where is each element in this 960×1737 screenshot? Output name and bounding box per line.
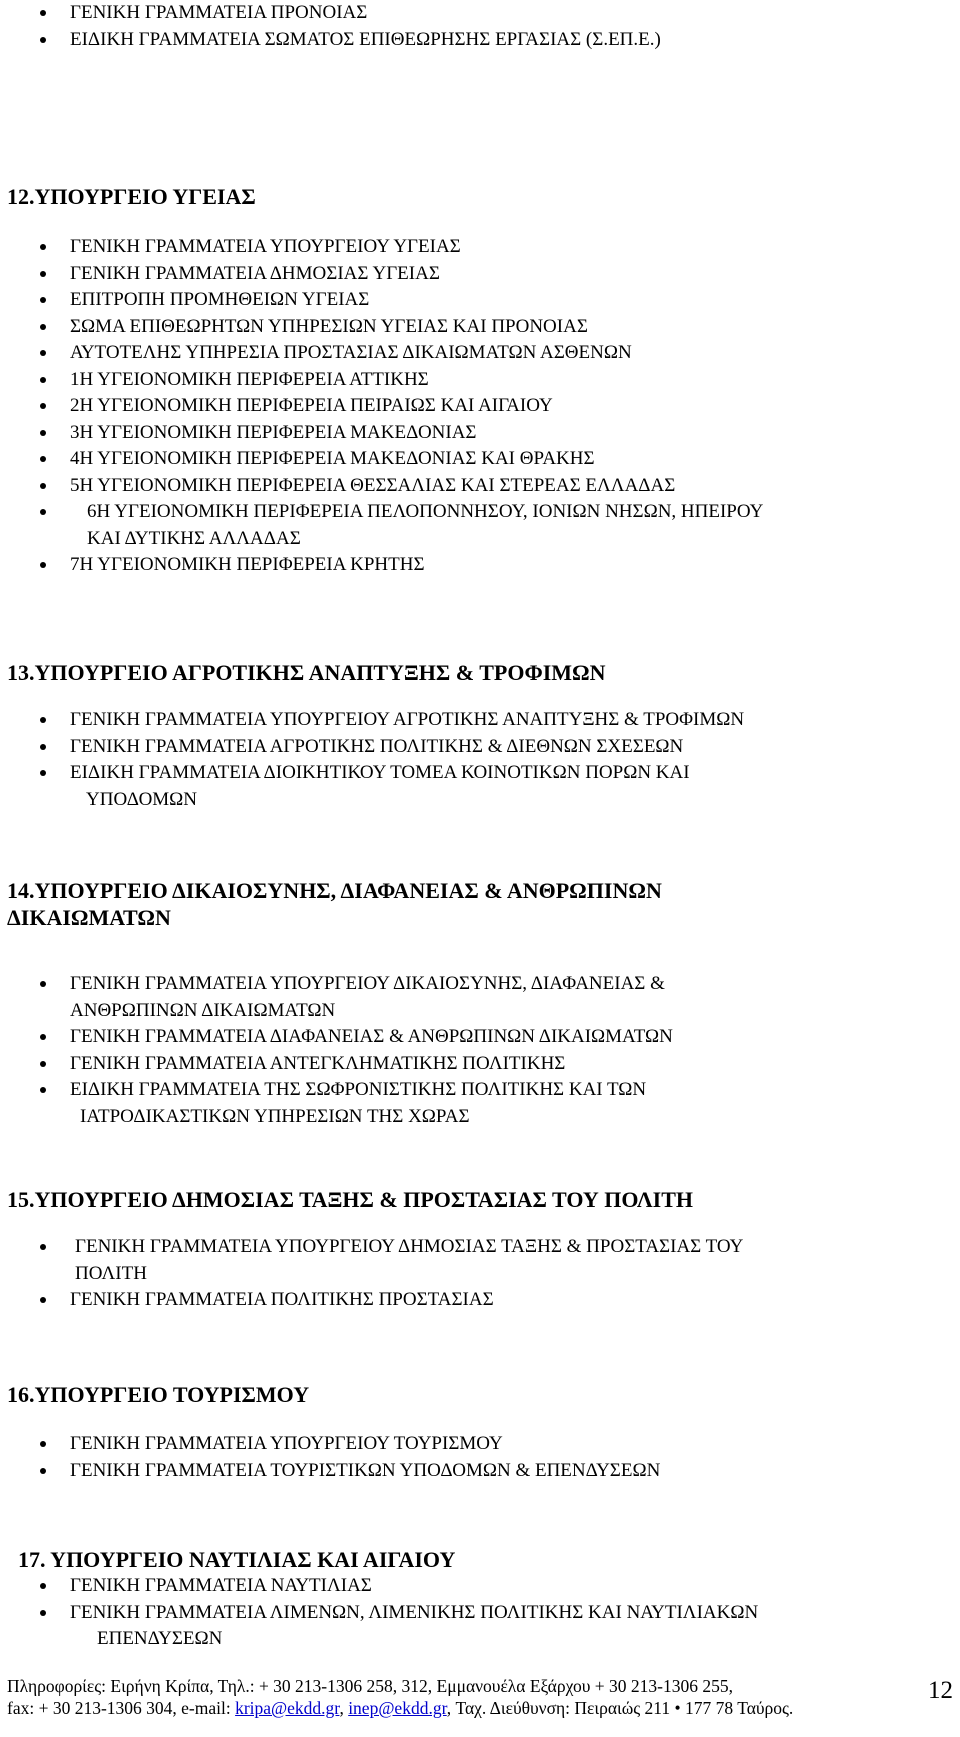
list-item: ΣΩΜΑ ΕΠΙΘΕΩΡΗΤΩΝ ΥΠΗΡΕΣΙΩΝ ΥΓΕΙΑΣ ΚΑΙ ΠΡΟΝΟΙΑΣ — [0, 314, 960, 341]
footer-address: , Ταχ. Διεύθυνση: Πειραιώς 211 • 177 78 Ταύρος. — [446, 1698, 794, 1718]
footer-contact-info: Πληροφορίες: Ειρήνη Κρίπα, Τηλ.: + 30 213-1306 258, 312, Εμμανουέλα Εξάρχου + 30 213-1306 255, — [7, 1676, 733, 1696]
section-ministry-health — [0, 183, 960, 579]
section-ministry-justice — [0, 877, 960, 1130]
section-heading: 17. ΥΠΟΥΡΓΕΙΟ ΝΑΥΤΙΛΙΑΣ ΚΑΙ ΑΙΓΑΙΟΥ — [18, 1547, 456, 1572]
section-heading: 16.ΥΠΟΥΡΓΕΙΟ ΤΟΥΡΙΣΜΟΥ — [7, 1382, 310, 1407]
section-heading: 12.ΥΠΟΥΡΓΕΙΟ ΥΓΕΙΑΣ — [7, 184, 256, 209]
list-item — [0, 971, 960, 1024]
section-bullet-list — [0, 707, 960, 813]
footer-contact-details — [7, 1697, 793, 1719]
page-footer — [7, 1675, 953, 1719]
list-item: ΑΥΤΟΤΕΛΗΣ ΥΠΗΡΕΣΙΑ ΠΡΟΣΤΑΣΙΑΣ ΔΙΚΑΙΩΜΑΤΩΝ ΑΣΘΕΝΩΝ — [0, 340, 960, 367]
list-item-line: ΓΕΝΙΚΗ ΓΡΑΜΜΑΤΕΙΑ ΛΙΜΕΝΩΝ, ΛΙΜΕΝΙΚΗΣ ΠΟΛΙΤΙΚΗΣ ΚΑΙ ΝΑΥΤΙΛΙΑΚΩΝ — [70, 1601, 759, 1623]
page-number: 12 — [928, 1677, 953, 1704]
list-item: ΓΕΝΙΚΗ ΓΡΑΜΜΑΤΕΙΑ ΥΠΟΥΡΓΕΙΟΥ ΑΓΡΟΤΙΚΗΣ ΑΝΑΠΤΥΞΗΣ & ΤΡΟΦΙΜΩΝ — [0, 707, 960, 734]
section-bullet-list — [0, 1573, 960, 1653]
list-item: ΓΕΝΙΚΗ ΓΡΑΜΜΑΤΕΙΑ ΠΡΟΝΟΙΑΣ — [0, 0, 960, 27]
list-item-line: ΕΙΔΙΚΗ ΓΡΑΜΜΑΤΕΙΑ ΤΗΣ ΣΩΦΡΟΝΙΣΤΙΚΗΣ ΠΟΛΙΤΙΚΗΣ ΚΑΙ ΤΩΝ — [70, 1079, 647, 1100]
list-item-line: 6Η ΥΓΕΙΟΝΟΜΙΚΗ ΠΕΡΙΦΕΡΕΙΑ ΠΕΛΟΠΟΝΝΗΣΟΥ, ΙΟΝΙΩΝ ΝΗΣΩΝ, ΗΠΕΙΡΟΥ — [87, 501, 764, 522]
list-item: ΓΕΝΙΚΗ ΓΡΑΜΜΑΤΕΙΑ ΔΗΜΟΣΙΑΣ ΥΓΕΙΑΣ — [0, 261, 960, 288]
list-item-line: ΙΑΤΡΟΔΙΚΑΣΤΙΚΩΝ ΥΠΗΡΕΣΙΩΝ ΤΗΣ ΧΩΡΑΣ — [80, 1105, 470, 1127]
list-item: ΓΕΝΙΚΗ ΓΡΑΜΜΑΤΕΙΑ ΝΑΥΤΙΛΙΑΣ — [0, 1573, 960, 1600]
list-item — [0, 760, 960, 813]
list-item: 2Η ΥΓΕΙΟΝΟΜΙΚΗ ΠΕΡΙΦΕΡΕΙΑ ΠΕΙΡΑΙΩΣ ΚΑΙ ΑΙΓΑΙΟΥ — [0, 393, 960, 420]
footer-fax-prefix: fax: + 30 213-1306 304, e-mail: — [7, 1698, 236, 1718]
list-item-line: ΕΠΕΝΔΥΣΕΩΝ — [97, 1628, 223, 1649]
list-item: ΓΕΝΙΚΗ ΓΡΑΜΜΑΤΕΙΑ ΥΠΟΥΡΓΕΙΟΥ ΥΓΕΙΑΣ — [0, 234, 960, 261]
section-ministry-tourism — [0, 1381, 960, 1484]
list-item: ΓΕΝΙΚΗ ΓΡΑΜΜΑΤΕΙΑ ΤΟΥΡΙΣΤΙΚΩΝ ΥΠΟΔΟΜΩΝ & ΕΠΕΝΔΥΣΕΩΝ — [0, 1458, 960, 1485]
top-list-section — [0, 0, 960, 53]
list-item: ΓΕΝΙΚΗ ΓΡΑΜΜΑΤΕΙΑ ΑΝΤΕΓΚΛΗΜΑΤΙΚΗΣ ΠΟΛΙΤΙΚΗΣ — [0, 1051, 960, 1078]
list-item — [0, 1077, 960, 1130]
section-ministry-public-order — [0, 1186, 960, 1314]
list-item: ΕΙΔΙΚΗ ΓΡΑΜΜΑΤΕΙΑ ΣΩΜΑΤΟΣ ΕΠΙΘΕΩΡΗΣΗΣ ΕΡΓΑΣΙΑΣ (Σ.ΕΠ.Ε.) — [0, 27, 960, 54]
list-item-line: ΥΠΟΔΟΜΩΝ — [86, 788, 198, 810]
top-bullet-list — [0, 0, 960, 53]
list-item: ΓΕΝΙΚΗ ΓΡΑΜΜΑΤΕΙΑ ΑΓΡΟΤΙΚΗΣ ΠΟΛΙΤΙΚΗΣ & ΔΙΕΘΝΩΝ ΣΧΕΣΕΩΝ — [0, 734, 960, 761]
footer-line-1 — [7, 1675, 953, 1697]
list-item-line: ΚΑΙ ΔΥΤΙΚΗΣ ΑΛΛΑΔΑΣ — [87, 527, 301, 549]
list-item — [0, 499, 960, 552]
footer-line-2 — [7, 1697, 953, 1719]
list-item — [0, 1600, 960, 1653]
section-heading: 15.ΥΠΟΥΡΓΕΙΟ ΔΗΜΟΣΙΑΣ ΤΑΞΗΣ & ΠΡΟΣΤΑΣΙΑΣ ΤΟΥ ΠΟΛΙΤΗ — [7, 1187, 693, 1212]
section-bullet-list — [0, 1234, 960, 1314]
list-item: 4Η ΥΓΕΙΟΝΟΜΙΚΗ ΠΕΡΙΦΕΡΕΙΑ ΜΑΚΕΔΟΝΙΑΣ ΚΑΙ ΘΡΑΚΗΣ — [0, 446, 960, 473]
list-item-line: ΑΝΘΡΩΠΙΝΩΝ ΔΙΚΑΙΩΜΑΤΩΝ — [70, 999, 336, 1021]
email-link-inep[interactable]: inep@ekdd.gr — [348, 1698, 447, 1718]
email-link-kripa[interactable]: kripa@ekdd.gr — [235, 1698, 340, 1718]
list-item-line: ΓΕΝΙΚΗ ΓΡΑΜΜΑΤΕΙΑ ΥΠΟΥΡΓΕΙΟΥ ΔΙΚΑΙΟΣΥΝΗΣ, ΔΙΑΦΑΝΕΙΑΣ & — [70, 973, 665, 994]
section-heading — [0, 877, 960, 931]
list-item: 1Η ΥΓΕΙΟΝΟΜΙΚΗ ΠΕΡΙΦΕΡΕΙΑ ΑΤΤΙΚΗΣ — [0, 367, 960, 394]
list-item: ΓΕΝΙΚΗ ΓΡΑΜΜΑΤΕΙΑ ΠΟΛΙΤΙΚΗΣ ΠΡΟΣΤΑΣΙΑΣ — [0, 1287, 960, 1314]
section-heading: 13.ΥΠΟΥΡΓΕΙΟ ΑΓΡΟΤΙΚΗΣ ΑΝΑΠΤΥΞΗΣ & ΤΡΟΦΙΜΩΝ — [7, 660, 606, 685]
section-ministry-shipping — [0, 1546, 960, 1653]
section-heading-line: 14.ΥΠΟΥΡΓΕΙΟ ΔΙΚΑΙΟΣΥΝΗΣ, ΔΙΑΦΑΝΕΙΑΣ & ΑΝΘΡΩΠΙΝΩΝ — [7, 878, 662, 903]
list-item: 7Η ΥΓΕΙΟΝΟΜΙΚΗ ΠΕΡΙΦΕΡΕΙΑ ΚΡΗΤΗΣ — [0, 552, 960, 579]
list-item — [0, 1234, 960, 1287]
section-bullet-list — [0, 234, 960, 579]
list-item: 5Η ΥΓΕΙΟΝΟΜΙΚΗ ΠΕΡΙΦΕΡΕΙΑ ΘΕΣΣΑΛΙΑΣ ΚΑΙ ΣΤΕΡΕΑΣ ΕΛΛΑΔΑΣ — [0, 473, 960, 500]
list-item-line: ΠΟΛΙΤΗ — [75, 1262, 147, 1284]
section-heading-line: ΔΙΚΑΙΩΜΑΤΩΝ — [7, 905, 171, 930]
section-bullet-list — [0, 1431, 960, 1484]
list-item-line: ΓΕΝΙΚΗ ΓΡΑΜΜΑΤΕΙΑ ΥΠΟΥΡΓΕΙΟΥ ΔΗΜΟΣΙΑΣ ΤΑΞΗΣ & ΠΡΟΣΤΑΣΙΑΣ ΤΟΥ — [75, 1236, 744, 1257]
footer-separator: , — [339, 1698, 349, 1718]
list-item: ΕΠΙΤΡΟΠΗ ΠΡΟΜΗΘΕΙΩΝ ΥΓΕΙΑΣ — [0, 287, 960, 314]
list-item: ΓΕΝΙΚΗ ΓΡΑΜΜΑΤΕΙΑ ΥΠΟΥΡΓΕΙΟΥ ΤΟΥΡΙΣΜΟΥ — [0, 1431, 960, 1458]
section-ministry-agriculture — [0, 659, 960, 813]
list-item: 3Η ΥΓΕΙΟΝΟΜΙΚΗ ΠΕΡΙΦΕΡΕΙΑ ΜΑΚΕΔΟΝΙΑΣ — [0, 420, 960, 447]
list-item: ΓΕΝΙΚΗ ΓΡΑΜΜΑΤΕΙΑ ΔΙΑΦΑΝΕΙΑΣ & ΑΝΘΡΩΠΙΝΩΝ ΔΙΚΑΙΩΜΑΤΩΝ — [0, 1024, 960, 1051]
list-item-line: ΕΙΔΙΚΗ ΓΡΑΜΜΑΤΕΙΑ ΔΙΟΙΚΗΤΙΚΟΥ ΤΟΜΕΑ ΚΟΙΝΟΤΙΚΩΝ ΠΟΡΩΝ ΚΑΙ — [70, 762, 690, 783]
section-bullet-list — [0, 971, 960, 1130]
